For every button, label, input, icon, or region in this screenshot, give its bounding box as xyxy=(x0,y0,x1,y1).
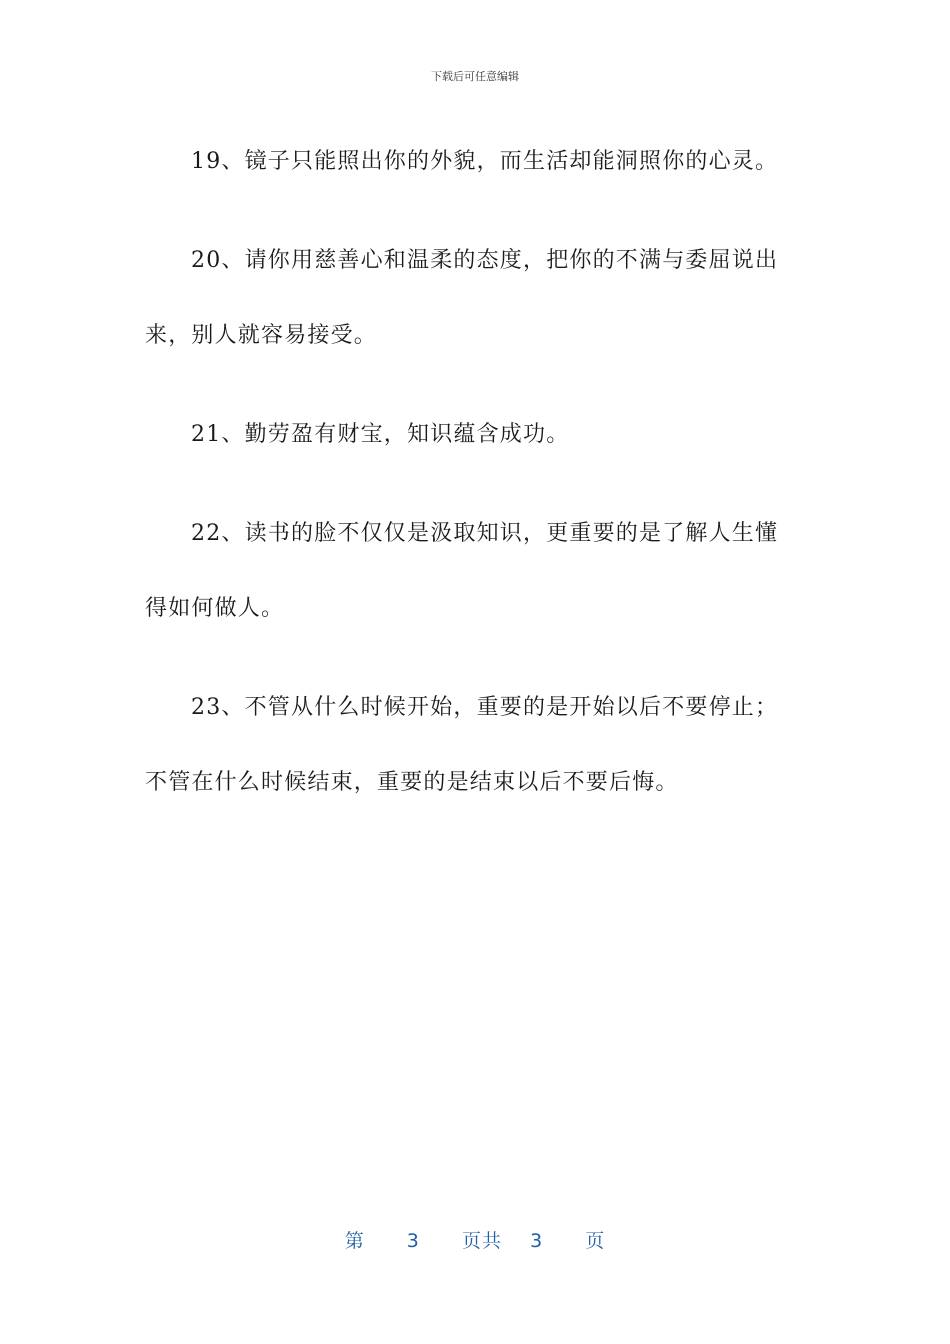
header-note: 下载后可任意编辑 xyxy=(431,70,519,83)
page-number-footer xyxy=(0,1226,950,1253)
paragraph-19 xyxy=(145,124,795,199)
current-page-number: 3 xyxy=(406,1230,420,1252)
paragraph-line: 不管在什么时候结束，重要的是结束以后不要后悔。 xyxy=(145,770,679,795)
paragraph-20 xyxy=(145,223,795,373)
paragraph-21 xyxy=(145,397,795,472)
page-prefix: 第 xyxy=(344,1230,365,1252)
paragraph-22 xyxy=(145,496,795,646)
paragraph-line: 22、读书的脸不仅仅是汲取知识，更重要的是了解人生懂 xyxy=(191,521,779,546)
page-mid: 页共 xyxy=(461,1230,502,1252)
page-suffix: 页 xyxy=(585,1230,606,1252)
paragraph-line: 23、不管从什么时候开始，重要的是开始以后不要停止； xyxy=(191,695,779,720)
paragraph-line: 得如何做人。 xyxy=(145,596,285,621)
paragraph-line: 21、勤劳盈有财宝，知识蕴含成功。 xyxy=(191,422,570,447)
paragraph-line: 来，别人就容易接受。 xyxy=(145,323,378,348)
paragraph-line: 19、镜子只能照出你的外貌，而生活却能洞照你的心灵。 xyxy=(191,149,779,174)
paragraph-line: 20、请你用慈善心和温柔的态度，把你的不满与委屈说出 xyxy=(191,248,779,273)
total-page-number: 3 xyxy=(530,1230,544,1252)
document-body xyxy=(145,124,795,844)
paragraph-23 xyxy=(145,670,795,820)
